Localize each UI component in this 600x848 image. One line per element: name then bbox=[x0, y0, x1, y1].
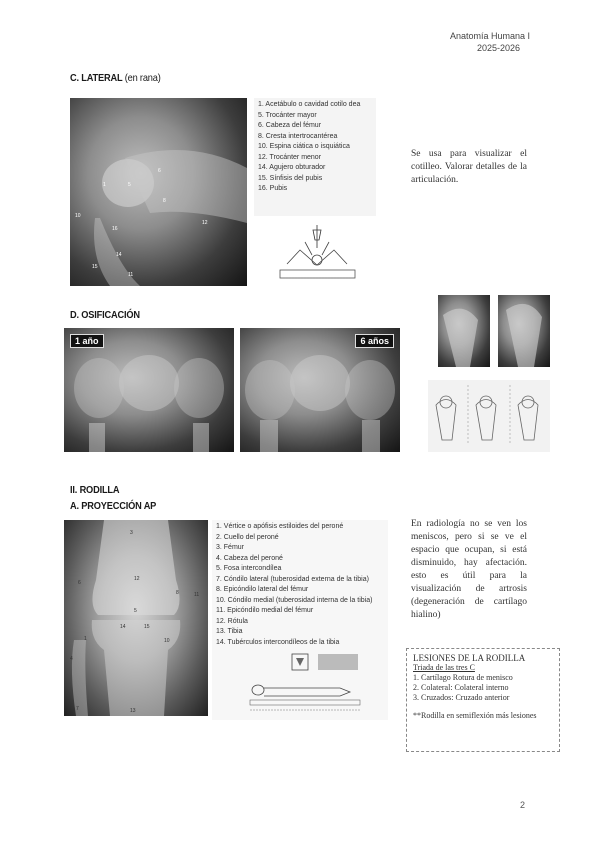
xray-number: 14 bbox=[116, 252, 122, 258]
xray-number: 15 bbox=[92, 264, 98, 270]
xray-number: 5 bbox=[134, 608, 137, 614]
xray-number: 13 bbox=[130, 708, 136, 714]
ossification-6-years-xray bbox=[240, 328, 400, 452]
legend-item: 4. Cabeza del peroné bbox=[216, 554, 283, 562]
xray-number: 11 bbox=[194, 592, 200, 598]
xray-number: 4 bbox=[70, 656, 73, 662]
xray-number: 10 bbox=[164, 638, 170, 644]
legend-item: 1. Acetábulo o cavidad cotilo dea bbox=[258, 101, 361, 108]
ossification-1-year-xray bbox=[64, 328, 234, 452]
section-d-title: D. OSIFICACIÓN bbox=[70, 309, 140, 321]
xray-number: 12 bbox=[134, 576, 140, 582]
xray-number: 6 bbox=[158, 168, 161, 174]
xray-number: 10 bbox=[75, 213, 81, 219]
legend-item: 5. Fosa intercondílea bbox=[216, 565, 282, 572]
section-ii-subtitle: A. PROYECCIÓN AP bbox=[70, 500, 157, 512]
xray-number: 12 bbox=[202, 220, 208, 226]
xray-number: 1 bbox=[84, 636, 87, 642]
supine-position-illustration bbox=[240, 650, 370, 716]
xray-number: 14 bbox=[120, 624, 126, 630]
legend-item: 14. Agujero obturador bbox=[258, 164, 326, 171]
lesiones-item: 2. Colateral: Colateral interno bbox=[413, 683, 509, 692]
femur-head-xray-small bbox=[438, 295, 490, 367]
section-c-title-paren: (en rana) bbox=[124, 72, 161, 84]
legend-item: 14. Tubérculos intercondíleos de la tibia bbox=[216, 638, 340, 646]
section-c-legend bbox=[254, 98, 376, 216]
xray-number: 6 bbox=[78, 580, 81, 586]
legend-item: 12. Rótula bbox=[216, 617, 248, 625]
section-ii-title: II. RODILLA bbox=[70, 484, 120, 496]
legend-item: 6. Cabeza del fémur bbox=[258, 122, 322, 129]
legend-item: 5. Trocánter mayor bbox=[258, 111, 317, 119]
xray-number: 11 bbox=[128, 272, 134, 278]
xray-number: 3 bbox=[130, 530, 133, 536]
knee-ap-xray bbox=[64, 520, 208, 716]
lesiones-subtitle: Triada de las tres C bbox=[413, 663, 475, 672]
hip-frog-lateral-xray bbox=[70, 98, 247, 286]
lesiones-note: **Rodilla en semiflexión más lesiones bbox=[413, 711, 537, 720]
lesiones-box bbox=[406, 648, 560, 752]
legend-item: 10. Cóndilo medial (tuberosidad interna de la tibia) bbox=[216, 596, 373, 604]
knee-bones bbox=[64, 520, 208, 716]
legend-item: 1. Vértice o apófisis estiloides del peroné bbox=[216, 523, 344, 530]
legend-item: 13. Tibia bbox=[216, 628, 243, 635]
legend-item: 12. Trocánter menor bbox=[258, 153, 322, 161]
legend-item: 11. Epicóndilo medial del fémur bbox=[216, 607, 314, 614]
legend-item: 8. Cresta intertrocantérea bbox=[258, 132, 338, 140]
section-ii-description: En radiología no se ven los meniscos, pero si se ve el espacio que ocupan, si está disminuido, hay afectación. esto es útil para la visualización de artrosis (degeneración de cartílago hialino) bbox=[411, 519, 527, 620]
xray-number: 16 bbox=[112, 226, 118, 232]
age-label-1-year: 1 año bbox=[70, 334, 104, 348]
page-header bbox=[450, 30, 530, 54]
legend-item: 2. Cuello del peroné bbox=[216, 533, 279, 541]
xray-number: 8 bbox=[163, 198, 166, 204]
lesiones-item: 1. Cartílago Rotura de menisco bbox=[413, 673, 513, 682]
xray-number: 7 bbox=[76, 706, 79, 712]
legend-item: 15. Sínfisis del pubis bbox=[258, 174, 323, 182]
lesiones-title: LESIONES DE LA RODILLA bbox=[413, 653, 526, 663]
femur-head-xray-small bbox=[498, 295, 550, 367]
legend-item: 7. Cóndilo lateral (tuberosidad externa de la tibia) bbox=[216, 575, 369, 583]
section-c-title bbox=[70, 72, 161, 84]
xray-number: 15 bbox=[144, 624, 150, 630]
legend-item: 8. Epicóndilo lateral del fémur bbox=[216, 586, 309, 593]
section-c-title-main: C. LATERAL bbox=[70, 72, 123, 84]
frog-position-illustration bbox=[275, 220, 360, 286]
course-title: Anatomía Humana I bbox=[449, 31, 530, 41]
section-c-description: Se usa para visualizar el cotilleo. Valorar detalles de la articulación. bbox=[411, 149, 527, 185]
legend-item: 3. Fémur bbox=[216, 544, 245, 551]
xray-number: 1 bbox=[103, 182, 106, 188]
age-label-6-years: 6 años bbox=[355, 334, 394, 348]
page-number: 2 bbox=[519, 800, 525, 810]
lesiones-item: 3. Cruzados: Cruzado anterior bbox=[413, 693, 510, 702]
xray-number: 8 bbox=[176, 590, 179, 596]
legend-item: 10. Espina ciática o isquiática bbox=[258, 143, 350, 150]
legend-item: 16. Pubis bbox=[258, 185, 288, 192]
xray-number: 5 bbox=[128, 182, 131, 188]
ossification-diagram bbox=[428, 380, 550, 452]
course-year: 2025-2026 bbox=[476, 43, 520, 53]
hip-xray-bones bbox=[70, 98, 247, 286]
